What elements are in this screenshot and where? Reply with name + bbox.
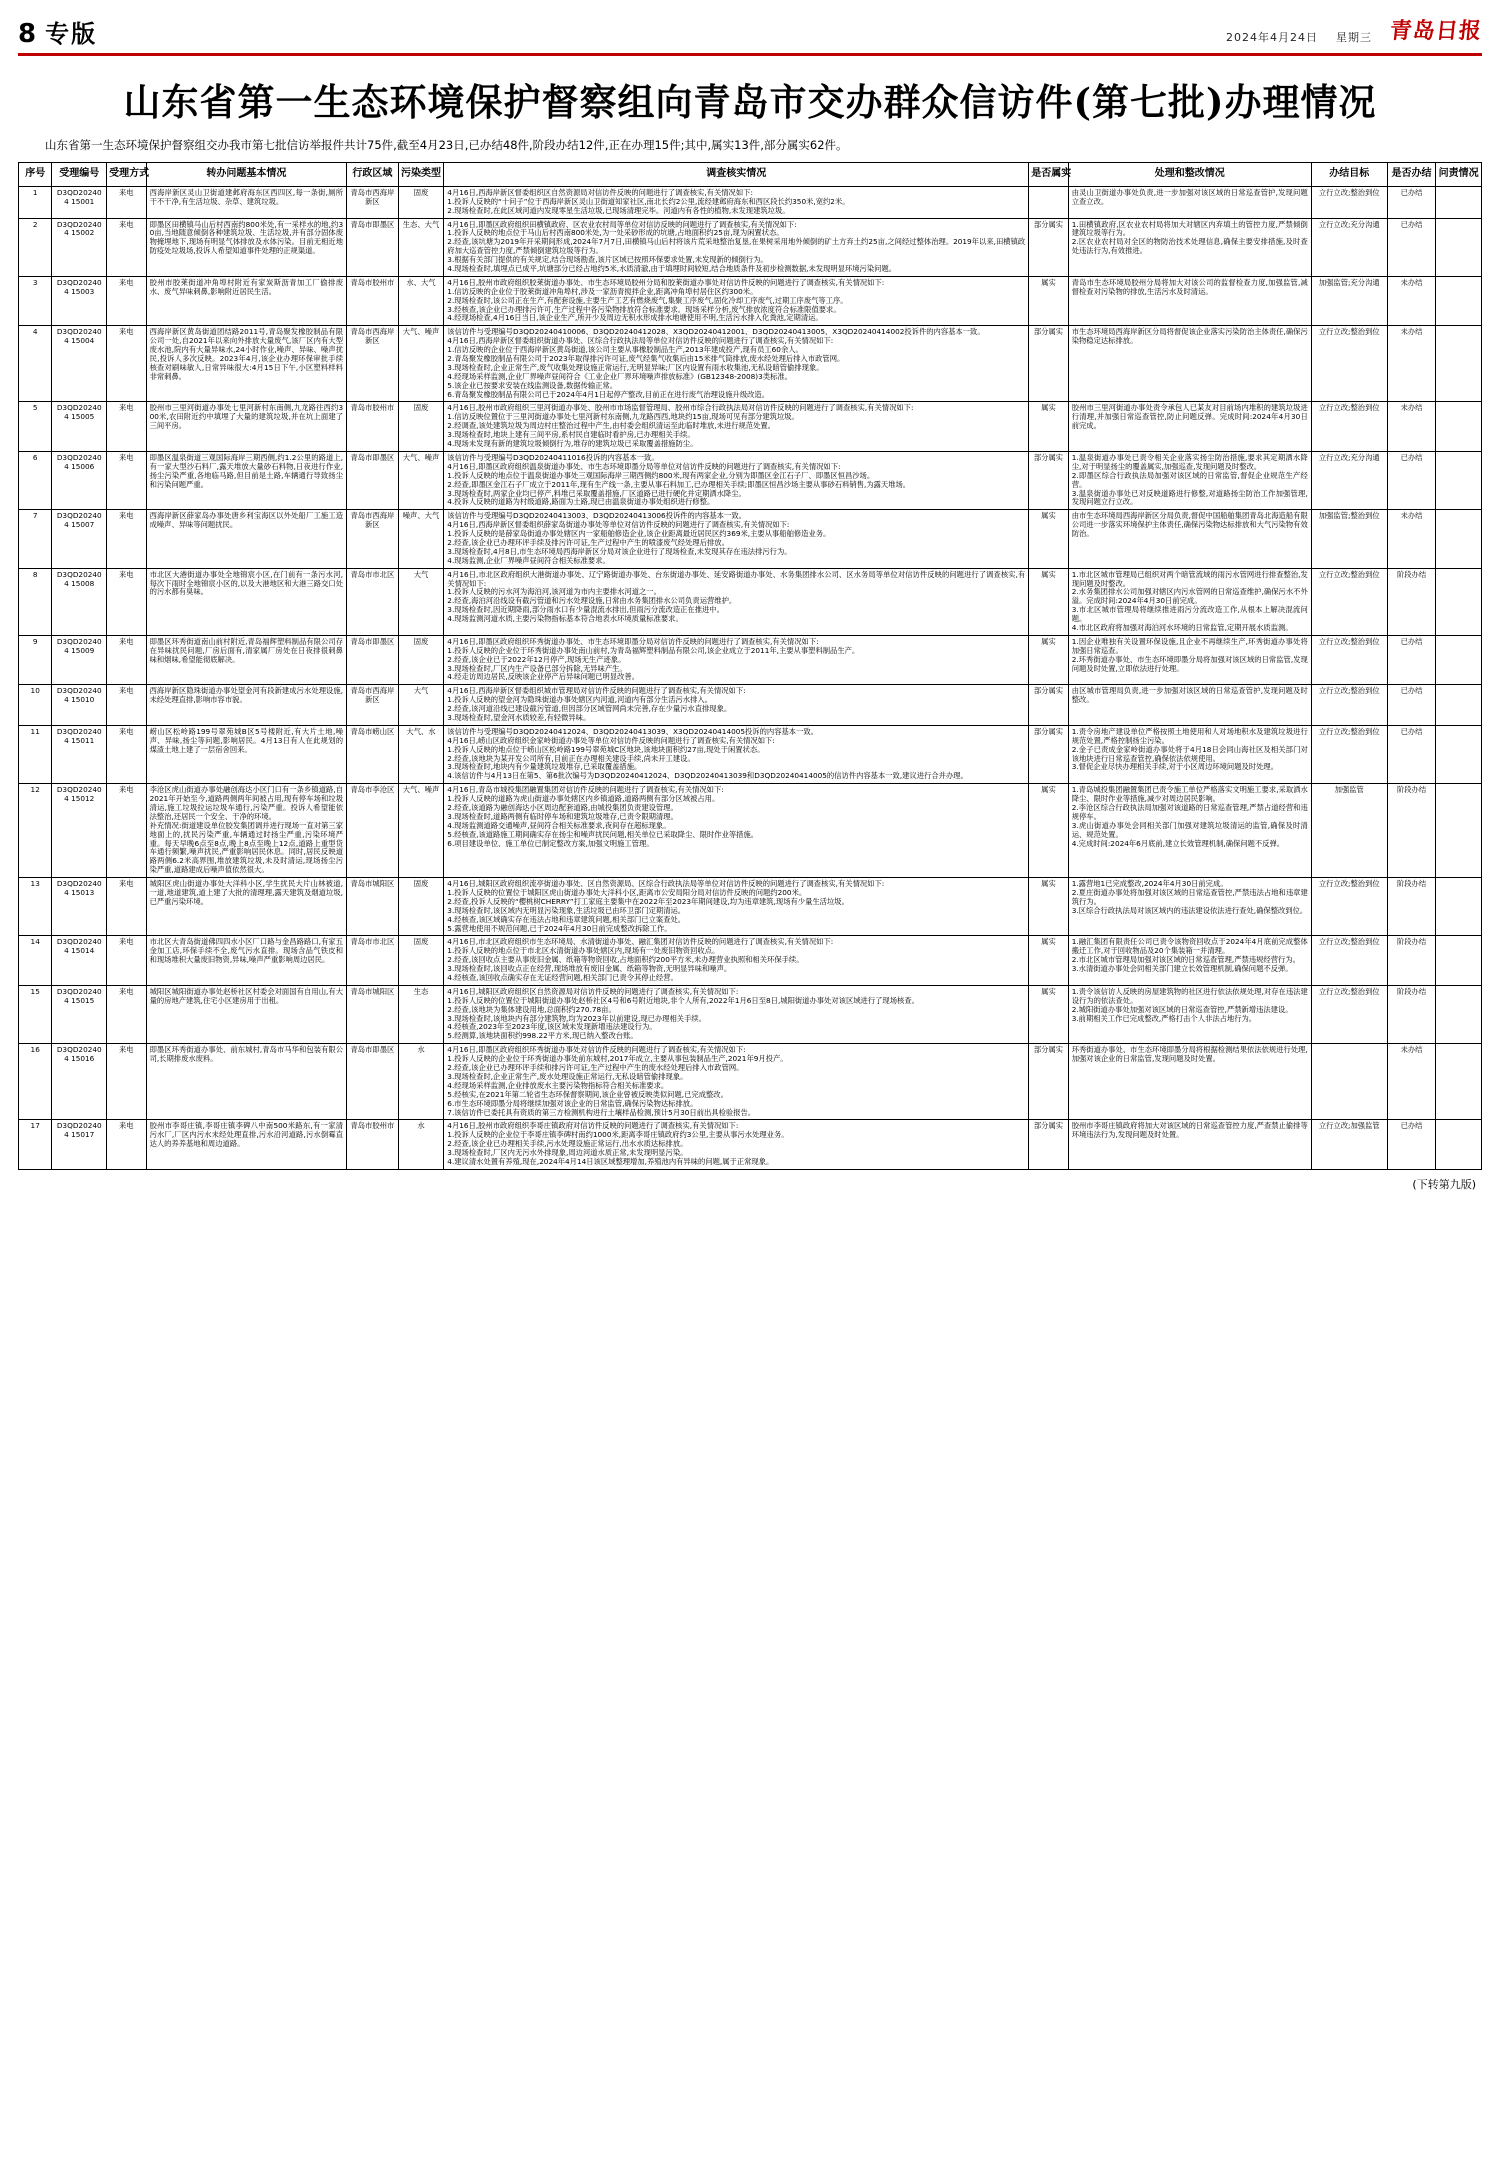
cell-goal: 立行立改;整治到位 [1311,878,1387,936]
cell-goal: 立行立改;整治到位 [1311,985,1387,1043]
cell-isreal [1029,186,1068,218]
cell-isreal: 属实 [1029,936,1068,985]
cell-accountability [1436,985,1482,1043]
masthead-right [1226,14,1482,49]
cell-way: 来电 [107,725,146,783]
cell-code: D3QD202404 15009 [52,635,107,684]
cell-region: 青岛市即墨区 [347,451,399,509]
cell-way: 来电 [107,1044,146,1120]
cell-region: 青岛市市北区 [347,936,399,985]
cell-code: D3QD202404 15013 [52,878,107,936]
cell-problem: 市北区大港街道办事处全地锦宸小区,在门前有一条污水河,每次下雨时全地锦宸小区的,以及大港地区和大港三路交口处的污水都有臭味。 [146,568,347,635]
cell-way: 来电 [107,784,146,878]
cell-isreal: 属实 [1029,402,1068,451]
cell-handling: 胶州市李哥庄镇政府将加大对该区域的日常巡查管控力度,严查禁止偷排等环境违法行为,发现问题及时处置。 [1068,1120,1311,1169]
cell-done: 阶段办结 [1387,784,1436,878]
cell-seq: 12 [19,784,52,878]
cell-isreal: 部分属实 [1029,451,1068,509]
cell-way: 来电 [107,451,146,509]
cell-ptype: 固废 [398,878,444,936]
cell-seq: 13 [19,878,52,936]
cell-handling: 1.责令该信访人反映的房屋建筑物的社区进行依法依规处理,对存在违法建设行为的依法查处。 2.城阳街道办事处加强对该区域的日常巡查管控,严禁新增违法建设。 3.前期相关工作已完成整改,严格打击个人非法占地行为。 [1068,985,1311,1043]
col-done: 是否办结 [1387,163,1436,187]
cell-isreal: 属实 [1029,276,1068,325]
cell-region: 青岛市即墨区 [347,218,399,276]
cell-problem: 西海岸新区隐珠街道办事处望金河有段新建成污水处理设施,未经处理直排,影响市容市貌。 [146,685,347,726]
cell-done: 已办结 [1387,218,1436,276]
cell-way: 来电 [107,510,146,568]
cell-handling: 1.青岛城投集团融置集团已责令施工单位严格落实文明施工要求,采取洒水降尘、限时作业等措施,减少对周边居民影响。 2.李沧区综合行政执法局加强对该道路的日常巡查管理,严禁占道经营和违规停车。 3.虎山街道办事处会同相关部门加强对建筑垃圾清运的监管,确保及时清运、规范处置。 4.完成时间:2024年6月底前,建立长效管理机制,确保问题不反弹。 [1068,784,1311,878]
cell-code: D3QD202404 15001 [52,186,107,218]
cell-investigation: 4月16日,西海岸新区督委组织城市管理局对信访件反映的问题进行了调查核实,有关情况如下: 1.投诉人反映的望金河为隐珠街道办事处辖区内河道,河道内有部分生活污水排入。 2.经查,该河道沿线已建设截污管道,但因部分区域管网尚未完善,存在少量污水直排现象。 3.现场检查时,望金河水质较差,有轻微异味。 [444,685,1029,726]
cell-way: 来电 [107,276,146,325]
cell-goal: 立行立改;整治到位 [1311,568,1387,635]
cell-handling: 由区城市管理局负责,进一步加强对该区域的日常巡查管护,发现问题及时整改。 [1068,685,1311,726]
col-pollution-type: 污染类型 [398,163,444,187]
cell-isreal: 属实 [1029,568,1068,635]
table-row [19,186,1482,218]
cell-investigation: 4月16日,市北区政府组织市生态环境局、水清街道办事处、融汇集团对信访件反映的问题进行了调查核实,有关情况如下: 1.投诉人反映的地点位于市北区水清街道办事处辖区内,现场有一处废旧物资回收点。 2.经查,该回收点主要从事废旧金属、纸箱等物资回收,占地面积约200平方米,未办理营业执照和相关环保手续。 3.现场检查时,该回收点正在经营,现场堆放有废旧金属、纸箱等物资,无明显异味和噪声。 4.经核查,该回收点确实存在无证经营问题,相关部门已责令其停止经营。 [444,936,1029,985]
table-row [19,326,1482,402]
cell-investigation: 4月16日,胶州市政府组织胶莱街道办事处、市生态环境局胶州分局和胶莱街道办事处对信访件反映的问题进行了调查核实,有关情况如下: 1.信访反映的企业位于胶莱街道冲角埠村,涉及一家沥青搅拌企业,距离冲角埠村居住区约300米。 2.现场检查时,该公司正在生产,有配套设施,主要生产工艺有燃烧废气,集聚工序废气,固化冷却工序废气,过期工序废气等工序。 3.经核查,该企业已办理排污许可,生产过程中各污染物排放符合标准要求。现场采样分析,废气排放浓度符合标准限值要求。 4.经现场检查,4月16日当日,该企业生产,所开少及周边无积水形成排水地塘使用不明,生活污水排入化粪池,定期清运。 [444,276,1029,325]
cell-ptype: 噪声、大气 [398,510,444,568]
cell-isreal: 属实 [1029,985,1068,1043]
col-handling: 处理和整改情况 [1068,163,1311,187]
publication-date: 2024年4月24日 [1225,31,1318,44]
cell-isreal: 部分属实 [1029,725,1068,783]
col-region: 行政区域 [347,163,399,187]
cell-done: 阶段办结 [1387,985,1436,1043]
cell-accountability [1436,1120,1482,1169]
cell-done: 已办结 [1387,685,1436,726]
table-header-row [19,163,1482,187]
cell-investigation: 该信访件与受理编号D3QD20240412024、D3QD20240413039、X3QD20240414005投诉的内容基本一致。 4月16日,崂山区政府组织金家岭街道办事处等单位对信访件反映的问题进行了调查核实,有关情况如下: 1.投诉人反映的地点位于崂山区松岭路199号翠苑城C区地块,该地块面积约27亩,现处于闲置状态。 2.经查,该地块为某开发公司所有,目前正在办理相关建设手续,尚未开工建设。 3.现场检查时,地块内有少量建筑垃圾堆存,已采取覆盖措施。 4.该信访件与4月13日在第5、第6批次编号为D3QD20240412024、D3QD20240413039和D3QD20240414005的信访件内容基本一致,建议进行合并办理。 [444,725,1029,783]
table-row [19,635,1482,684]
cell-handling: 1.责令房地产建设单位严格按照土地使用和人对场地积水及建筑垃圾进行规范处置,严格控制扬尘污染。 2.金子已责成金家岭街道办事处将于4月18日会同山海社区及相关部门对该地块进行日常巡查管控,确保依法依规使用。 3.督促企业尽快办理相关手续,对于小区周边环境问题及时处理。 [1068,725,1311,783]
cell-goal: 加强监管;整治到位 [1311,510,1387,568]
cell-accountability [1436,568,1482,635]
cell-seq: 2 [19,218,52,276]
cell-ptype: 大气 [398,685,444,726]
cell-investigation: 4月16日,市北区政府组织大港街道办事处、辽宁路街道办事处、台东街道办事处、延安路街道办事处、水务集团排水公司、区水务局等单位对信访件反映的问题进行了调查核实,有关情况如下: 1.投诉人反映的污水河为海泊河,该河道为市内主要排水河道之一。 2.经查,海泊河沿线设有截污管道和污水处理设施,日常由水务集团排水公司负责运营维护。 3.现场检查时,因近期降雨,部分雨水口有少量混流水排出,但雨污分流改造正在推进中。 4.现场监测河道水质,主要污染物指标基本符合地表水环境质量标准要求。 [444,568,1029,635]
table-row [19,402,1482,451]
cell-code: D3QD202404 15010 [52,685,107,726]
cell-accountability [1436,451,1482,509]
cell-problem: 即墨区环秀街道办事处、前东城村,青岛市马华和包装有限公司,长期排废水废料。 [146,1044,347,1120]
cell-done: 未办结 [1387,276,1436,325]
cell-investigation: 该信访件与受理编号D3QD20240413003、D3QD20240413006投诉件的内容基本一致。 4月16日,西海岸新区督委组织薛家岛街道办事处等单位对信访件反映的问题进行了调查核实,有关情况如下: 1.投诉人反映的是薛家岛街道办事处辖区内一家船舶修造企业,该企业距离最近居民区约369米,主要从事船舶修造业务。 2.经查,该企业已办理环评手续及排污许可证,生产过程中产生的喷漆废气经处理后排放。 3.现场检查时,4月8日,市生态环境局西海岸新区分局对该企业进行了现场检查,未发现其存在违法排污行为。 4.现场监测,企业厂界噪声昼间符合相关标准要求。 [444,510,1029,568]
publication-weekday: 星期三 [1335,31,1372,44]
cell-investigation: 该信访件与受理编号D3QD20240411016投诉的内容基本一致。 4月16日,即墨区政府组织温泉街道办事处、市生态环境即墨分局等单位对信访件反映的问题进行了调查核实,有关情况如下: 1.投诉人反映的地点位于温泉街道办事处三观国际海岸三期西侧约800米,现有两家企业,分别为即墨区金江石子厂、即墨区恒昌沙场。 2.经查,即墨区金江石子厂成立于2011年,现有生产线一条,主要从事石料加工,已办理相关手续;即墨区恒昌沙场主要从事砂石料销售,为露天堆场。 3.现场检查时,两家企业均已停产,料堆已采取覆盖措施,厂区道路已进行硬化并定期洒水降尘。 4.投诉人反映的道路为村级道路,路面为土路,现已由温泉街道办事处组织进行修整。 [444,451,1029,509]
cell-ptype: 固废 [398,186,444,218]
cell-isreal: 属实 [1029,878,1068,936]
cell-code: D3QD202404 15014 [52,936,107,985]
cell-region: 青岛市即墨区 [347,1044,399,1120]
col-is-real: 是否属实 [1029,163,1068,187]
cell-problem: 即墨区田横镇马山后村西南约800米处,有一采样水的地,约30亩,当地随意倾倒各种建筑垃圾、生活垃圾,并有部分固体废物掩埋地下,现场有明显气体排放及水体污染。目前无相近地防疫处垃圾场,投诉人希望知道事件处理的正规渠道。 [146,218,347,276]
cell-accountability [1436,725,1482,783]
cell-seq: 16 [19,1044,52,1120]
cell-done: 已办结 [1387,451,1436,509]
cell-seq: 15 [19,985,52,1043]
cell-investigation: 4月16日,城阳区政府组织流亭街道办事处、区自然资源局、区综合行政执法局等单位对信访件反映的问题进行了调查核实,有关情况如下: 1.投诉人反映的位置位于城阳区虎山街道办事处大洋科小区,距离市公安局阳分局对信访件反映的问题约200米。 2.经查,投诉人反映的“樱桃树CHERRY”打工家庭主要集中在2022年至2023年期间建设,均为违章建筑,现场有少量生活垃圾。 3.现场检查时,该区域内无明显污染现象,生活垃圾已由环卫部门定期清运。 4.经核查,该区域确实存在违法占地和违章建筑问题,相关部门已立案查处。 5.露营地使用不规范问题,已于2024年4月30日前完成整改拆除工作。 [444,878,1029,936]
cell-seq: 3 [19,276,52,325]
table-row [19,1120,1482,1169]
table-row [19,878,1482,936]
cell-done: 已办结 [1387,186,1436,218]
cell-handling: 1.因企业唯独有关设置环保设施,且企业不再继续生产,环秀街道办事处将加强日常巡查。 2.环秀街道办事处、市生态环境即墨分局将加强对该区域的日常监管,发现问题及时处置,立即依法进行处理。 [1068,635,1311,684]
cell-handling: 1.田横镇政府,区农业农村局将加大对辖区内弃填土的管控力度,严禁倾倒建筑垃圾等行为。 2.区农业农村局对全区的物防治技术处理信息,确保主要安排措施,及时查处违法行为,有效推进。 [1068,218,1311,276]
cell-goal [1311,1044,1387,1120]
cell-region: 青岛市西海岸新区 [347,685,399,726]
cell-way: 来电 [107,878,146,936]
cell-ptype: 生态、大气 [398,218,444,276]
table-row [19,725,1482,783]
cell-goal: 立行立改;整治到位 [1311,725,1387,783]
cell-accountability [1436,878,1482,936]
cell-region: 青岛市城阳区 [347,985,399,1043]
cell-code: D3QD202404 15005 [52,402,107,451]
cell-problem: 即墨区环秀街道南山前村附近,青岛福辉塑料制品有限公司存在异味扰民问题,厂房后面有,清家属厂房处在日夜排很刺鼻味和烟味,希望能彻底解决。 [146,635,347,684]
cell-ptype: 固废 [398,936,444,985]
cell-investigation: 该信访件与受理编号D3QD20240410006、D3QD20240412028、X3QD20240412001、D3QD20240413005、X3QD20240414002投诉件的内容基本一致。 4月16日,西海岸新区督委组织街道办事处、区综合行政执法局等单位对信访件反映的问题进行了调查核实,有关情况如下: 1.信访反映的企业位于西海岸新区黄岛街道,该公司主要从事橡胶制品生产,2013年建成投产,现有员工60余人。 2.青岛聚发橡胶制品有限公司于2023年取得排污许可证,废气经集气收集后由15米排气筒排放,废水经处理后排入市政管网。 3.现场检查时,企业正常生产,废气收集处理设施正常运行,无明显异味;厂区内设置有雨水收集池,无私设暗管偷排现象。 4.经现场采样监测,企业厂界噪声昼间符合《工业企业厂界环境噪声排放标准》(GB12348-2008)3类标准。 5.该企业已按要求安装在线监测设备,数据传输正常。 6.青岛聚发橡胶制品有限公司已于2024年4月1日起停产整改,目前正在进行废气治理设施升级改造。 [444,326,1029,402]
complaints-table [18,162,1482,1169]
cell-accountability [1436,186,1482,218]
cell-done: 未办结 [1387,1044,1436,1120]
cell-done: 未办结 [1387,326,1436,402]
cell-isreal: 部分属实 [1029,685,1068,726]
cell-goal: 加强监管 [1311,784,1387,878]
cell-region: 青岛市西海岸新区 [347,510,399,568]
cell-goal: 立行立改;整治到位 [1311,685,1387,726]
cell-ptype: 大气 [398,568,444,635]
cell-ptype: 大气、噪声 [398,326,444,402]
col-way: 受理方式 [107,163,146,187]
col-accountability: 问责情况 [1436,163,1482,187]
cell-way: 来电 [107,402,146,451]
cell-code: D3QD202404 15016 [52,1044,107,1120]
cell-accountability [1436,635,1482,684]
cell-isreal: 属实 [1029,635,1068,684]
cell-region: 青岛市西海岸新区 [347,186,399,218]
cell-problem: 李沧区虎山街道办事处融创海达小区门口有一条乡镇道路,自2021年开始至今,道路两侧两年间被占用,现有停车场和垃圾清运,施工垃圾拉运垃圾车通行,污染严重。投诉人希望能依法整治,还居民一个安全、干净的环境。 补充情况:街道建设单位胶发集团调并进行现场一直对第三家地面上的,扰民污染严重,车辆通过时扬尘严重,污染环境严重。每天早晚6点至8点,晚上8点至晚上12点,道路上重型货车通行频繁,噪声扰民,严重影响居民休息。同时,居民反映道路两侧6.2米高界围,堆放建筑垃圾,未及时清运,现场扬尘污染严重,道路建成后噪声值依然很大。 [146,784,347,878]
cell-region: 青岛市胶州市 [347,1120,399,1169]
table-row [19,985,1482,1043]
table-row [19,218,1482,276]
cell-problem: 西海岸新区薛家岛办事处唐乡利宝海区以外处船厂工施工造成噪声、异味等问题扰民。 [146,510,347,568]
cell-goal: 立行立改;整治到位 [1311,936,1387,985]
cell-region: 青岛市市北区 [347,568,399,635]
col-problem: 转办问题基本情况 [146,163,347,187]
cell-seq: 1 [19,186,52,218]
cell-seq: 6 [19,451,52,509]
table-body [19,186,1482,1169]
cell-problem: 胶州市三里河街道办事处七里河新村东南侧,九龙路往西约300米,农田附近约中填埋了大量的建筑垃圾,并在坑上面建了三间平房。 [146,402,347,451]
cell-investigation: 4月16日,即墨区政府组织田横镇政府、区农业农村局等单位对信访反映的问题进行了调查核实,有关情况如下: 1.投诉人反映的地点位于马山后村西南800米处,为一处采砂形成的坑塘,占地面积约25亩,现为闲置状态。 2.经查,该坑塘为2019年开采期间形成,2024年7月7日,田横镇马山后村将该片荒采地整治复垦,在果树采用地外倾倒的矿土方弃土约25亩,之间经过整体治理。2019年以来,田横镇政府加大巡查管控力度,严禁倾倒建筑垃圾等行为。 3.根据有关部门提供的有关规定,结合现场勘查,该片区域已按照环保要求处置,未发现新的倾倒行为。 4.现场检查时,填埋点已成平,坑塘部分已经占地约5米,水质清澈,由于填埋时间较短,结合地质条件及初步检测数据,未发现明显环境污染问题。 [444,218,1029,276]
cell-accountability [1436,326,1482,402]
cell-problem: 城阳区虎山街道办事处大洋科小区,学生扰民大片山林被道,一道,地道建筑,道上建了大批的清理理,露天建筑及烟道垃圾,已严重污染环境。 [146,878,347,936]
cell-accountability [1436,1044,1482,1120]
cell-done: 未办结 [1387,402,1436,451]
cell-accountability [1436,685,1482,726]
cell-way: 来电 [107,186,146,218]
cell-code: D3QD202404 15003 [52,276,107,325]
cell-code: D3QD202404 15007 [52,510,107,568]
continuation-note: (下转第九版) [1412,1177,1476,1191]
cell-way: 来电 [107,218,146,276]
cell-code: D3QD202404 15004 [52,326,107,402]
col-seq: 序号 [19,163,52,187]
table-row [19,510,1482,568]
cell-accountability [1436,784,1482,878]
cell-goal: 立行立改;整治到位 [1311,635,1387,684]
cell-done: 已办结 [1387,1120,1436,1169]
col-code: 受理编号 [52,163,107,187]
cell-handling: 由市生态环境局西海岸新区分局负责,督促中国船舶集团青岛北海造船有限公司进一步落实环境保护主体责任,确保污染物达标排放和大气污染物有效防治。 [1068,510,1311,568]
masthead [18,14,1482,56]
cell-region: 青岛市崂山区 [347,725,399,783]
cell-handling: 1.融汇集团有限责任公司已责令该物资回收点于2024年4月底前完成整体搬迁工作,对于回收物品及20个集装箱一并清理。 2.市北区城市管理局加强对该区域的日常巡查管理,严禁违规经营行为。 3.水清街道办事处会同相关部门建立长效管理机制,确保问题不反弹。 [1068,936,1311,985]
cell-isreal: 部分属实 [1029,326,1068,402]
cell-accountability [1436,402,1482,451]
cell-goal: 立行立改;充分沟通 [1311,218,1387,276]
cell-seq: 11 [19,725,52,783]
cell-seq: 8 [19,568,52,635]
cell-ptype: 固废 [398,402,444,451]
cell-isreal: 部分属实 [1029,1044,1068,1120]
cell-way: 来电 [107,326,146,402]
cell-accountability [1436,218,1482,276]
cell-handling: 环秀街道办事处、市生态环境即墨分局将根据检测结果依法依规进行处理,加强对该企业的日常监管,发现问题及时处置。 [1068,1044,1311,1120]
cell-done: 已办结 [1387,635,1436,684]
table-row [19,784,1482,878]
cell-handling: 市生态环境局西海岸新区分局将督促该企业落实污染防治主体责任,确保污染物稳定达标排放。 [1068,326,1311,402]
cell-region: 青岛市即墨区 [347,635,399,684]
cell-way: 来电 [107,985,146,1043]
cell-code: D3QD202404 15011 [52,725,107,783]
cell-problem: 崂山区松岭路199号翠苑城B区5号楼附近,有大片土地,噪声、异味,扬尘等问题,影响居民。4月13日有人在此规划的煤渣土地上建了一层宿舍回来。 [146,725,347,783]
cell-handling: 青岛市生态环境局胶州分局将加大对该公司的监督检查力度,加强监管,减督检查对污染物的排放,生活污水及时清运。 [1068,276,1311,325]
cell-problem: 城阳区城阳街道办事处赵桥社区村委会对面国有自用山,有大量的房地产建筑,住宅小区建房用于出租。 [146,985,347,1043]
cell-accountability [1436,276,1482,325]
cell-region: 青岛市城阳区 [347,878,399,936]
cell-seq: 4 [19,326,52,402]
cell-investigation: 4月16日,即墨区政府组织环秀街道办事处、市生态环境即墨分局对信访件反映的问题进行了调查核实,有关情况如下: 1.投诉人反映的企业位于环秀街道办事处南山前村,为青岛福辉塑料制品有限公司,该企业成立于2011年,主要从事塑料制品生产。 2.经查,该企业已于2022年12月停产,现场无生产迹象。 3.现场检查时,厂区内生产设备已部分拆除,无异味产生。 4.经走访周边居民,反映该企业停产后异味问题已明显改善。 [444,635,1029,684]
cell-problem: 市北区大青岛街道佛四四水小区厂口路与金昌路路口,有家五金加工店,环保手续不全,废气污水直排。现场含品气铁皮和和现场堆积大量废旧物资,异味,噪声严重影响周边居民。 [146,936,347,985]
cell-handling: 1.温泉街道办事处已责令相关企业落实扬尘防治措施,要求其定期洒水降尘,对于明显扬尘的覆盖属实,加强巡查,发现问题及时整改。 2.即墨区综合行政执法局加强对该区域的日常监管,督促企业规范生产经营。 3.温泉街道办事处已对反映道路进行修整,对道路扬尘防治工作加强管理,发现问题立行立改。 [1068,451,1311,509]
cell-problem: 西海岸新区灵山卫街道建邺府海东区西四区,每一条街,厕所干不干净,有生活垃圾、杂草、建筑垃圾。 [146,186,347,218]
cell-done: 阶段办结 [1387,936,1436,985]
lede-paragraph: 山东省第一生态环境保护督察组交办我市第七批信访举报件共计75件,截至4月23日,已办结48件,阶段办结12件,正在办理15件;其中,属实13件,部分属实62件。 [45,138,848,152]
cell-investigation: 4月16日,胶州市政府组织三里河街道办事处、胶州市市场监督管理局、胶州市综合行政执法局对信访件反映的问题进行了调查核实,有关情况如下: 1.信访反映位置位于三里河街道办事处七里河新村东南侧,九龙路西西,地块约15亩,现场可见有部分建筑垃圾。 2.经调查,该处建筑垃圾为周边村庄整治过程中产生,由村委会组织清运至此临时堆放,未进行规范处置。 3.现场检查时,地块上建有三间平房,系村民自建临时看护房,已办理相关手续。 4.现场未发现有新的建筑垃圾倾倒行为,堆存的建筑垃圾已采取覆盖措施防尘。 [444,402,1029,451]
cell-isreal: 部分属实 [1029,1120,1068,1169]
cell-way: 来电 [107,635,146,684]
cell-ptype: 水 [398,1044,444,1120]
cell-ptype: 固废 [398,635,444,684]
cell-ptype: 大气、噪声 [398,451,444,509]
cell-investigation: 4月16日,胶州市政府组织李哥庄镇政府对信访件反映的问题进行了调查核实,有关情况如下: 1.投诉人反映的企业位于李哥庄镇李碑村南约1000米,距离李哥庄镇政府约3公里,主要从事污水处理业务。 2.经查,该企业已办理相关手续,污水处理设施正常运行,出水水质达标排放。 3.现场检查时,厂区内无污水外排现象,周边河道水质正常,未发现明显污染。 4.建议清水处置有养殖,现在,2024年4月14日该区域整理增加,养殖池内有异味的问题,属于正常现象。 [444,1120,1029,1169]
cell-seq: 5 [19,402,52,451]
cell-done: 已办结 [1387,725,1436,783]
cell-handling: 1.市北区城市管理局已组织对两个暗管流域的雨污水管网进行排查整治,发现问题及时整改。 2.水务集团排水公司加强对辖区内污水管网的日常巡查维护,确保污水不外溢。完成时间:2024年4月30日前完成。 3.市北区城市管理局将继续推进雨污分流改造工作,从根本上解决混流问题。 4.市北区政府将加强对海泊河水环境的日常监管,定期开展水质监测。 [1068,568,1311,635]
cell-seq: 17 [19,1120,52,1169]
table-row [19,568,1482,635]
cell-code: D3QD202404 15015 [52,985,107,1043]
cell-goal: 加强监管;充分沟通 [1311,276,1387,325]
cell-seq: 7 [19,510,52,568]
cell-isreal: 属实 [1029,784,1068,878]
cell-code: D3QD202404 15006 [52,451,107,509]
masthead-left [18,14,97,49]
cell-goal: 立行立改;整治到位 [1311,402,1387,451]
cell-region: 青岛市李沧区 [347,784,399,878]
cell-handling: 胶州市三里河街道办事处责令承包人已某友对目前场内堆积的建筑垃圾进行清理,并加强日常巡查管控,防止问题反弹。完成时间:2024年4月30日前完成。 [1068,402,1311,451]
cell-investigation: 4月16日,城阳区政府组织区自然资源局对信访件反映的问题进行了调查核实,有关情况如下: 1.投诉人反映的位置位于城阳街道办事处赵桥社区4号和6号附近地块,非个人所有,2022年1月6日至8日,城阳街道办事处对该区域进行了现场核查。 2.经查,该地块为集体建设用地,总面积约270.78亩。 3.现场检查时,该地块内有部分建筑物,均为2023年以前建设,现已办理相关手续。 4.经核查,2023年至2023年度,该区域未发现新增违法建设行为。 5.经测算,该地块面积约998.22平方米,现已纳入整改台账。 [444,985,1029,1043]
cell-seq: 14 [19,936,52,985]
cell-accountability [1436,510,1482,568]
cell-problem: 胶州市李哥庄镇,李哥庄镇李碑八中南500米路东,有一家清污水厂,厂区内污水未经处理直排,污水沿河道路,污水倒霉直达人的养养基地和周边道路。 [146,1120,347,1169]
cell-way: 来电 [107,1120,146,1169]
col-investigation: 调查核实情况 [444,163,1029,187]
cell-seq: 9 [19,635,52,684]
cell-handling: 1.露营地1已完成整改,2024年4月30日前完成。 2.夏庄街道办事处将加强对该区域的日常巡查管控,严禁违法占地和违章建筑行为。 3.区综合行政执法局对该区域内的违法建设依法进行查处,确保整改到位。 [1068,878,1311,936]
cell-way: 来电 [107,568,146,635]
cell-region: 青岛市胶州市 [347,276,399,325]
cell-code: D3QD202404 15012 [52,784,107,878]
col-goal: 办结目标 [1311,163,1387,187]
cell-problem: 即墨区温泉街道三观国际海岸三期西侧,约1.2公里的路道上,有一家大型沙石料厂,露天堆放大量砂石料物,日夜进行作业,扬尘污染严重,各地临马路,但目前是土路,车辆通行导致扬尘和污染问题严重。 [146,451,347,509]
cell-isreal: 部分属实 [1029,218,1068,276]
table-row [19,451,1482,509]
cell-isreal: 属实 [1029,510,1068,568]
cell-seq: 10 [19,685,52,726]
cell-goal: 立行立改;充分沟通 [1311,451,1387,509]
cell-goal: 立行立改;整治到位 [1311,326,1387,402]
cell-ptype: 大气、噪声 [398,784,444,878]
cell-goal: 立行立改;整治到位 [1311,186,1387,218]
cell-ptype: 生态 [398,985,444,1043]
cell-problem: 胶州市胶莱街道冲角埠村附近有家炭斯沥青加工厂偷排废水、废气异味刺鼻,影响附近居民生活。 [146,276,347,325]
table-row [19,936,1482,985]
cell-done: 阶段办结 [1387,568,1436,635]
table-row [19,1044,1482,1120]
cell-goal: 立行立改;加强监管 [1311,1120,1387,1169]
page-number: 8 [18,19,38,49]
cell-ptype: 大气、水 [398,725,444,783]
cell-code: D3QD202404 15008 [52,568,107,635]
cell-way: 来电 [107,936,146,985]
table-row [19,685,1482,726]
cell-done: 阶段办结 [1387,878,1436,936]
cell-ptype: 水 [398,1120,444,1169]
cell-region: 青岛市西海岸新区 [347,326,399,402]
cell-ptype: 水、大气 [398,276,444,325]
cell-handling: 由灵山卫街道办事处负责,进一步加强对该区域的日常巡查管护,发现问题立查立改。 [1068,186,1311,218]
cell-code: D3QD202404 15017 [52,1120,107,1169]
cell-code: D3QD202404 15002 [52,218,107,276]
cell-accountability [1436,936,1482,985]
cell-investigation: 4月16日,青岛市城投集团融置集团对信访件反映的问题进行了调查核实,有关情况如下: 1.投诉人反映的道路为虎山街道办事处辖区内乡镇道路,道路两侧有部分区域被占用。 2.经查,该道路为融创海达小区周边配套道路,由城投集团负责建设管理。 3.现场检查时,道路两侧有临时停车场和建筑垃圾堆存,已责令限期清理。 4.现场监测道路交通噪声,昼间符合相关标准要求,夜间存在超标现象。 5.经核查,该道路施工期间确实存在扬尘和噪声扰民问题,相关单位已采取降尘、限时作业等措施。 6.项目建设单位、施工单位已制定整改方案,加强文明施工管理。 [444,784,1029,878]
page-title: 山东省第一生态环境保护督察组向青岛市交办群众信访件(第七批)办理情况 [123,80,1377,124]
newspaper-logo: 青岛日报 [1388,18,1484,44]
cell-investigation: 4月16日,即墨区政府组织环秀街道办事处对信访件反映的问题进行了调查核实,有关情况如下: 1.投诉人反映的企业位于环秀街道办事处前东城村,2017年成立,主要从事包装制品生产,2021年9月投产。 2.经查,该企业已办理环评手续和排污许可证,生产过程中产生的废水经处理后排入市政管网。 3.现场检查时,企业正常生产,废水处理设施正常运行,无私设暗管偷排现象。 4.经现场采样监测,企业排放废水主要污染物指标符合相关标准要求。 5.经核实,在2021年第二轮省生态环保督察期间,该企业曾被反映类似问题,已完成整改。 6.市生态环境即墨分局将继续加强对该企业的日常监管,确保污染物达标排放。 7.该信访件已委托具有资质的第三方检测机构进行土壤样品检测,预计5月30日前出具检验报告。 [444,1044,1029,1120]
cell-way: 来电 [107,685,146,726]
cell-problem: 西海岸新区黄岛街道团结路2011号,青岛聚发橡胶制品有限公司一处,自2021年以来向外排放大量废气,该厂区内有大型废水池,院内有大量异味水,24小时作业,噪声、异味、噪声扰民,投诉人多次反映。2023年4月,该企业办理环保审批手续核查对刷味敏人,日常异味很大:4月15日下午,小区塑料样料非常刺鼻。 [146,326,347,402]
table-row [19,276,1482,325]
section-name: 专版 [45,20,98,48]
cell-investigation: 4月16日,西海岸新区督委组织区自然资源局对信访件反映的问题进行了调查核实,有关情况如下: 1.投诉人反映的“十问子”位于西海岸新区灵山卫街道知家社区,南北长约2公里,流经建邺府海东和西区段长约350米,宽约2米。 2.现场检查时,在此区域河道内发现零星生活垃圾,已现场清理完毕。河道内有各性的植物,未发现建筑垃圾。 [444,186,1029,218]
cell-done: 未办结 [1387,510,1436,568]
cell-region: 青岛市胶州市 [347,402,399,451]
